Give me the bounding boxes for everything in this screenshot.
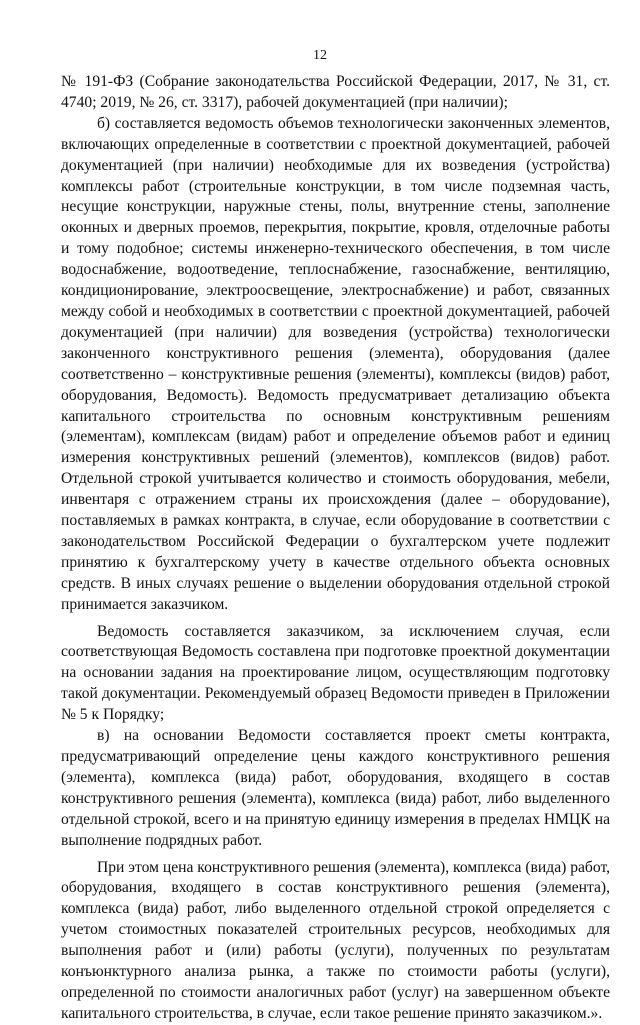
paragraph-price: При этом цена конструктивного решения (элемента), комплекса (вида) работ, оборудования, входящего в состав конструктивного решения (элемента), комплекса (вида) работ, либо выделенного отдельной строкой определяется с учетом стоимостных показателей строительных ресурсов, необходимых для выполнения работ и (или) работы (услуги), полученных по результатам конъюнктурного анализа рынка, а также по стоимости работы (услуги), определенной по стоимости аналогичных работ (услуг) на завершенном объекте капитального строительства, в случае, если такое решение принято заказчиком.». [61, 858, 610, 1022]
paragraph-item-b: б) составляется ведомость объемов технологически законченных элементов, включающих определенные в соответствии с проектной документацией, рабочей документацией (при наличии) необходимые для их возведения (устройства) комплексы работ (строительные конструкции, в том числе подземная часть, несущие конструкции, наружные стены, полы, внутренние стены, заполнение оконных и дверных проемов, перекрытия, покрытие, кровля, отделочные работы и тому подобное; системы инженерно-технического обеспечения, в том числе водоснабжение, водоотведение, теплоснабжение, газоснабжение, вентиляцию, кондиционирование, электроосвещение, электроснабжение) и работ, связанных между собой и необходимых в соответствии с проектной документацией, рабочей документацией (при наличии) для возведения (устройства) технологически законченного конструктивного решения (элемента), оборудования (далее соответственно – конструктивные решения (элементы), комплексы (видов) работ, оборудования, Ведомость). Ведомость предусматривает детализацию объекта капитального строительства по основным конструктивным решениям (элементам), комплексам (видам) работ и определение объемов работ и единиц измерения конструктивных решений (элементов), комплексов (видов) работ. Отдельной строкой учитывается количество и стоимость оборудования, мебели, инвентаря с отражением страны их происхождения (далее – оборудование), поставляемых в рамках контракта, в случае, если оборудование в соответствии с законодательством Российской Федерации о бухгалтерском учете подлежит принятию к бухгалтерскому учету в качестве отдельного объекта основных средств. В иных случаях решение о выделении оборудования отдельной строкой принимается заказчиком. [61, 114, 610, 613]
paragraph-item-v: в) на основании Ведомости составляется проект сметы контракта, предусматривающий определение цены каждого конструктивного решения (элемента), комплекса (вида) работ, оборудования, входящего в состав конструктивного решения (элемента), комплекса (вида) работ, либо выделенного отдельной строкой, всего и на принятую единицу измерения в пределах НМЦК на выполнение подрядных работ. [61, 727, 610, 849]
paragraph-vedomost: Ведомость составляется заказчиком, за исключением случая, если соответствующая Ведомость составлена при подготовке проектной документации на основании задания на проектирование лицом, осуществляющим подготовку такой документации. Рекомендуемый образец Ведомости приведен в Приложении № 5 к Порядку; [61, 622, 610, 724]
paragraph-continuation: № 191-ФЗ (Собрание законодательства Российской Федерации, 2017, № 31, ст. 4740; 2019, № 26, ст. 3317), рабочей документацией (при наличии); [61, 73, 610, 111]
document-body [61, 72, 610, 1025]
page-number: 12 [313, 48, 327, 63]
